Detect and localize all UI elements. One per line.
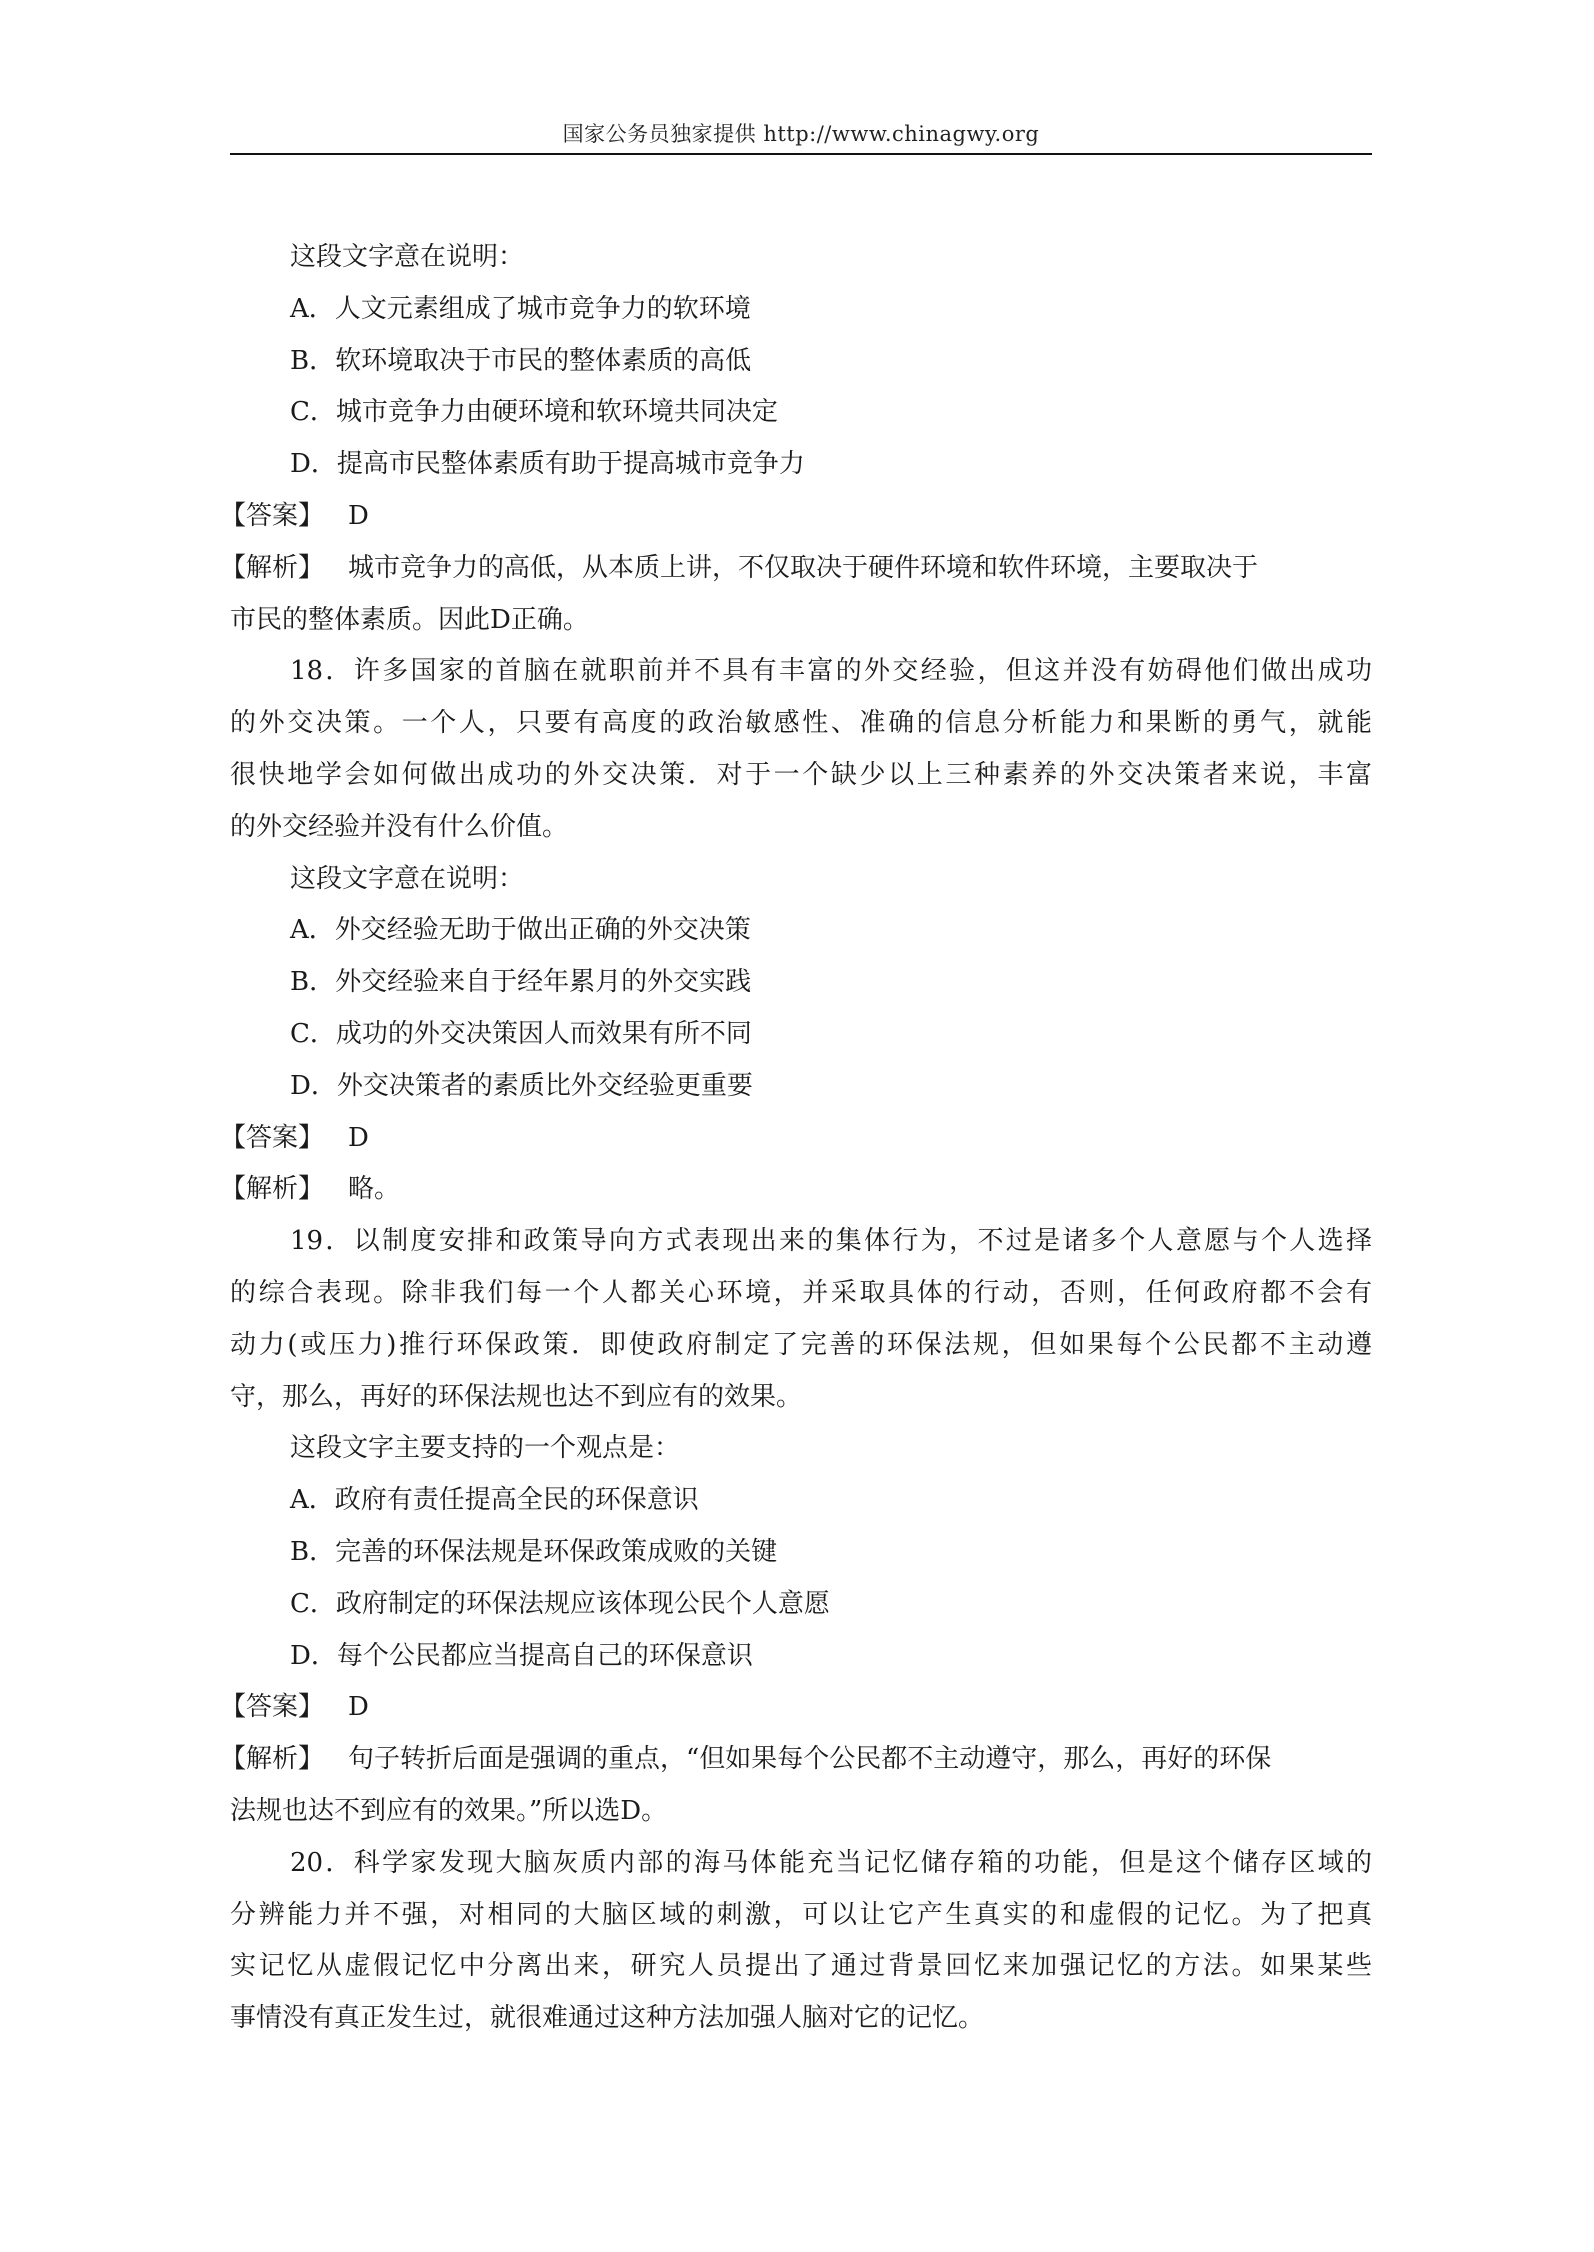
- q18-option-a: A．外交经验无助于做出正确的外交决策: [290, 915, 751, 946]
- q19-stem-line: 19．以制度安排和政策导向方式表现出来的集体行为，不过是诸多个人意愿与个人选择: [290, 1226, 1372, 1257]
- q18-option-d: D．外交决策者的素质比外交经验更重要: [290, 1070, 753, 1101]
- header-rule: [230, 153, 1372, 155]
- q19-stem-line: 守，那么，再好的环保法规也达不到应有的效果。: [230, 1381, 803, 1412]
- q19-option-d: D．每个公民都应当提高自己的环保意识: [290, 1640, 753, 1671]
- analysis-label: 【解析】: [220, 1744, 325, 1775]
- answer-value: D: [348, 1692, 369, 1723]
- answer-value: D: [348, 1122, 369, 1153]
- q18-answer: [220, 1113, 1372, 1165]
- q19-option-c: C．政府制定的环保法规应该体现公民个人意愿: [290, 1588, 830, 1619]
- q18-stem-line: 的外交决策。一个人，只要有高度的政治敏感性、准确的信息分析能力和果断的勇气，就能: [230, 708, 1372, 739]
- analysis-label: 【解析】: [220, 1174, 325, 1205]
- q19-analysis-cont: 法规也达不到应有的效果。”所以选D。: [230, 1795, 668, 1826]
- q17-answer: [220, 491, 1372, 543]
- q18-stem-line: 18．许多国家的首脑在就职前并不具有丰富的外交经验，但这并没有妨碍他们做出成功: [290, 656, 1372, 687]
- answer-label: 【答案】: [220, 1122, 325, 1153]
- analysis-text: 城市竞争力的高低，从本质上讲，不仅取决于硬件环境和软件环境，主要取决于: [348, 552, 1259, 583]
- q18-option-c: C．成功的外交决策因人而效果有所不同: [290, 1018, 752, 1049]
- q18-analysis: [220, 1164, 1372, 1216]
- document-body: [220, 232, 1372, 2045]
- q18-stem-line: 很快地学会如何做出成功的外交决策．对于一个缺少以上三种素养的外交决策者来说，丰富: [230, 759, 1372, 790]
- q19-option-b: B．完善的环保法规是环保政策成败的关键: [290, 1536, 778, 1567]
- page-header: 国家公务员独家提供 http://www.chinagwy.org: [562, 122, 1040, 146]
- answer-value: D: [348, 500, 369, 531]
- q19-analysis: [220, 1734, 1372, 1786]
- q19-answer: [220, 1682, 1372, 1734]
- q20-stem-line: 分辨能力并不强，对相同的大脑区域的刺激，可以让它产生真实的和虚假的记忆。为了把真: [230, 1899, 1372, 1930]
- q19-option-a: A．政府有责任提高全民的环保意识: [290, 1485, 699, 1516]
- q17-option-c: C．城市竞争力由硬环境和软环境共同决定: [290, 397, 778, 428]
- q17-analysis: [220, 543, 1372, 595]
- q18-prompt: 这段文字意在说明：: [290, 863, 525, 894]
- q17-option-b: B．软环境取决于市民的整体素质的高低: [290, 345, 752, 376]
- analysis-text: 略。: [348, 1174, 401, 1205]
- q20-stem-line: 事情没有真正发生过，就很难通过这种方法加强人脑对它的记忆。: [230, 2003, 985, 2034]
- q17-prompt: 这段文字意在说明：: [290, 242, 525, 272]
- q17-option-a: A．人文元素组成了城市竞争力的软环境: [290, 293, 751, 324]
- q18-option-b: B．外交经验来自于经年累月的外交实践: [290, 967, 752, 998]
- answer-label: 【答案】: [220, 1692, 325, 1723]
- q19-stem-line: 动力(或压力)推行环保政策．即使政府制定了完善的环保法规，但如果每个公民都不主动遵: [230, 1329, 1372, 1360]
- q17-option-d: D．提高市民整体素质有助于提高城市竞争力: [290, 449, 805, 480]
- analysis-label: 【解析】: [220, 552, 325, 583]
- analysis-text: 句子转折后面是强调的重点，“但如果每个公民都不主动遵守，那么，再好的环保: [348, 1744, 1272, 1775]
- q19-prompt: 这段文字主要支持的一个观点是：: [290, 1433, 681, 1464]
- q20-stem-line: 20．科学家发现大脑灰质内部的海马体能充当记忆储存箱的功能，但是这个储存区域的: [290, 1847, 1372, 1878]
- q20-stem-line: 实记忆从虚假记忆中分离出来，研究人员提出了通过背景回忆来加强记忆的方法。如果某些: [230, 1951, 1372, 1982]
- q18-stem-line: 的外交经验并没有什么价值。: [230, 811, 569, 842]
- q19-stem-line: 的综合表现。除非我们每一个人都关心环境，并采取具体的行动，否则，任何政府都不会有: [230, 1277, 1372, 1308]
- q17-analysis-cont: 市民的整体素质。因此D正确。: [230, 604, 589, 635]
- answer-label: 【答案】: [220, 500, 325, 531]
